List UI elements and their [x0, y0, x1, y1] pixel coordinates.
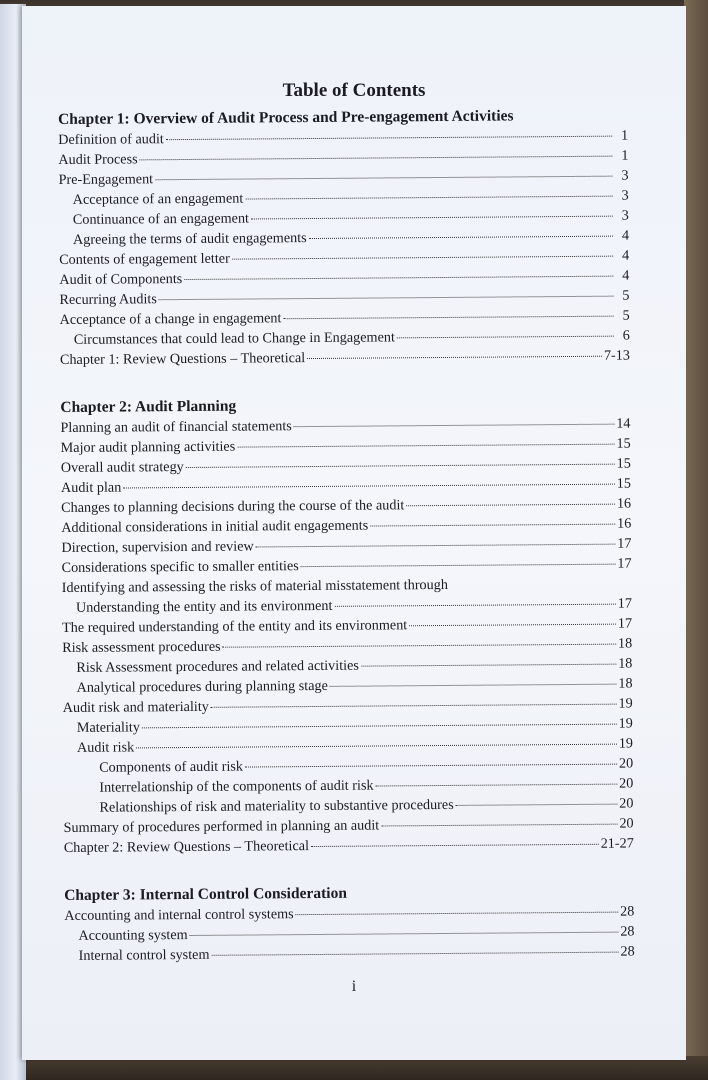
toc-entry [65, 941, 635, 965]
toc-entry-title: Pre-Engagement [58, 171, 154, 188]
dot-leader [190, 931, 619, 936]
toc-entry-title: Internal control system [78, 946, 210, 964]
toc-entry-page: 19 [618, 735, 634, 752]
toc-entry-page: 5 [622, 307, 630, 324]
toc-entry-page: 20 [619, 815, 634, 832]
toc-entry-title: Planning an audit of financial statements [60, 418, 292, 436]
dot-leader [294, 423, 615, 428]
chapter-heading: Chapter 2: Audit Planning [60, 397, 237, 416]
dot-leader [123, 483, 615, 489]
dot-leader [223, 643, 616, 648]
toc-entry-page: 20 [619, 795, 634, 812]
toc-entry-title: Summary of procedures performed in planning an audit [63, 817, 380, 836]
toc-entry-title: Accounting system [78, 927, 188, 944]
dot-leader [142, 723, 617, 729]
toc-entry-title: Audit plan [60, 479, 122, 496]
toc-entry-title: Audit risk [76, 739, 135, 756]
toc-entry-title: Audit risk and materiality [62, 698, 209, 716]
dot-leader [211, 703, 617, 708]
toc-entry-page: 18 [617, 635, 633, 652]
dot-leader [211, 951, 618, 956]
toc-entry-page: 3 [621, 167, 629, 184]
page-title: Table of Contents [282, 80, 426, 101]
toc-entry-page: 17 [617, 555, 632, 572]
toc-entry-title: Accounting and internal control systems [64, 906, 294, 924]
chapter-heading: Chapter 1: Overview of Audit Process and Pre-engagement Activities [58, 107, 514, 128]
toc-entry-page: 16 [617, 515, 632, 532]
toc-entry-page: 7-13 [603, 347, 631, 364]
toc-entry-page: 15 [616, 455, 631, 472]
toc-entry-page: 28 [620, 943, 635, 960]
dot-leader [406, 503, 615, 507]
dot-leader [140, 155, 613, 161]
toc-entry-page: 15 [616, 475, 632, 492]
toc-entry-page: 19 [618, 695, 633, 712]
toc-entry-page: 6 [622, 327, 630, 344]
toc-entry-page: 16 [616, 495, 632, 512]
toc-entry-page: 15 [616, 435, 631, 452]
toc-entry-title: Definition of audit [58, 131, 164, 148]
toc-entry-page: 21-27 [600, 835, 634, 852]
dot-leader [245, 763, 617, 768]
dot-leader [309, 235, 613, 239]
toc-entry-title: Risk Assessment procedures and related activities [76, 657, 359, 676]
toc-entry-page: 5 [622, 287, 630, 304]
dot-leader [456, 803, 618, 806]
toc-entry-page: 3 [621, 207, 629, 224]
dot-leader [381, 823, 617, 827]
dot-leader [155, 175, 612, 181]
toc-entry-title: Continuance of an engagement [72, 210, 250, 228]
dot-leader [283, 315, 613, 320]
dot-leader [136, 743, 617, 749]
toc-entry-title: Acceptance of a change in engagement [59, 310, 282, 328]
dot-leader [409, 623, 616, 627]
dot-leader [311, 843, 599, 847]
toc-entry-title: Changes to planning decisions during the course of the audit [61, 497, 405, 516]
toc-entry-title: Direction, supervision and review [61, 538, 254, 556]
dot-leader [307, 355, 602, 359]
toc-entry-page: 18 [618, 675, 633, 692]
toc-entry-page: 18 [618, 655, 633, 672]
toc-entry-title: Acceptance of an engagement [72, 190, 244, 208]
toc-entry-title: Risk assessment procedures [62, 638, 221, 656]
toc-entry-title: Considerations specific to smaller entities [61, 558, 299, 576]
toc-entry-title: Agreeing the terms of audit engagements [72, 230, 307, 248]
dot-leader [237, 443, 614, 448]
dot-leader [166, 135, 612, 141]
toc-entry-title: Major audit planning activities [60, 438, 236, 456]
toc-entry-page: 28 [620, 923, 635, 940]
toc-entry-page: 19 [618, 715, 633, 732]
toc-entry-title: Additional considerations in initial audit engagements [61, 517, 369, 536]
toc-entry-title: Analytical procedures during planning stage [76, 677, 328, 696]
chapter-heading: Chapter 3: Internal Control Consideration [64, 884, 347, 904]
toc-entry-page: 3 [621, 187, 629, 204]
toc-entry-page: 17 [617, 535, 632, 552]
dot-leader [361, 663, 616, 667]
toc-entry-title: Understanding the entity and its environment [75, 597, 333, 616]
toc-entry-title: Materiality [76, 719, 140, 736]
dot-leader [370, 523, 615, 527]
toc-entry-page: 17 [617, 595, 632, 612]
toc-entry-page: 28 [620, 903, 635, 920]
toc-entry-title: Identifying and assessing the risks of material misstatement through [61, 576, 448, 596]
chapter-spacer [60, 366, 630, 398]
dot-leader [376, 783, 618, 787]
dot-leader [232, 255, 613, 260]
dot-leader [330, 683, 616, 687]
toc-entry-title: Audit Process [58, 151, 138, 168]
dot-leader [334, 603, 615, 607]
book-page [22, 6, 686, 1060]
toc-entry-title: Chapter 2: Review Questions – Theoretical [63, 838, 310, 856]
chapter-spacer [64, 854, 634, 886]
dot-leader [245, 195, 612, 200]
toc-entry-title: Circumstances that could lead to Change in Engagement [73, 329, 395, 348]
toc-entry-page: 1 [621, 127, 629, 144]
toc-entry-title: Relationships of risk and materiality to substantive procedures [99, 796, 454, 816]
toc-entry-title: Audit of Components [59, 271, 183, 288]
toc-entry-page: 4 [621, 227, 630, 244]
dot-leader [301, 563, 616, 567]
toc-entry-page: 17 [617, 615, 633, 632]
dot-leader [159, 295, 614, 301]
toc-entry-page: 1 [621, 147, 629, 164]
dot-leader [251, 215, 613, 220]
toc-entry-title: Interrelationship of the components of audit risk [99, 777, 374, 796]
table-of-contents [58, 106, 635, 966]
toc-entry-page: 20 [618, 755, 634, 772]
dot-leader [256, 543, 616, 548]
toc-entry-page: 4 [622, 267, 630, 284]
toc-entry-title: Components of audit risk [99, 758, 244, 776]
toc-entry-title: Recurring Audits [59, 291, 157, 308]
toc-entry-page: 4 [622, 247, 630, 264]
toc-entry-title: Chapter 1: Review Questions – Theoretical [59, 350, 306, 368]
page-number-footer: i [351, 978, 357, 995]
dot-leader [397, 335, 614, 339]
toc-entry-page: 20 [619, 775, 634, 792]
toc-entry-title: Overall audit strategy [60, 459, 184, 476]
dot-leader [186, 463, 615, 468]
background-surface-right [684, 0, 708, 1080]
toc-entry-page: 14 [616, 415, 631, 432]
toc-entry-title: The required understanding of the entity and its environment [62, 617, 408, 636]
dot-leader [184, 275, 613, 280]
dot-leader [296, 911, 618, 916]
toc-entry-title: Contents of engagement letter [59, 250, 230, 268]
